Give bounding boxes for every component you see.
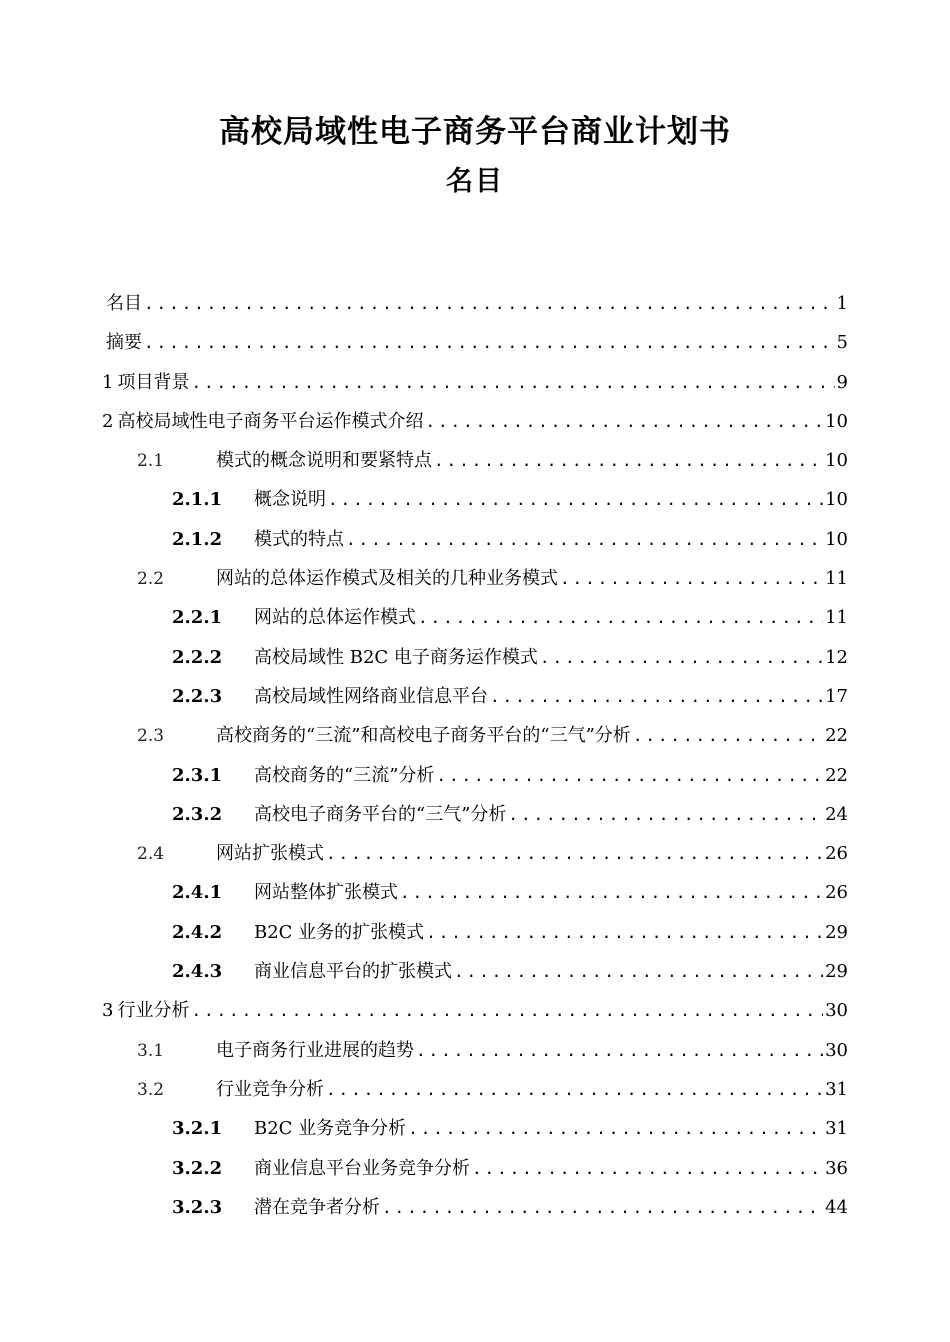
toc-leader-dots [144, 323, 835, 362]
toc-entry[interactable] [102, 716, 848, 755]
toc-entry[interactable] [102, 834, 848, 873]
toc-entry[interactable] [102, 480, 848, 519]
toc-leader-dots [416, 1031, 823, 1070]
toc-entry-page: 44 [825, 1196, 848, 1218]
toc-entry-page: 31 [825, 1118, 848, 1140]
toc-entry-page: 11 [825, 568, 848, 590]
toc-leader-dots [426, 913, 823, 952]
toc-entry-number: 3.2.3 [172, 1196, 223, 1218]
toc-entry[interactable] [102, 756, 848, 795]
toc-entry-page: 29 [825, 921, 848, 943]
toc-leader-dots [436, 756, 823, 795]
toc-entry-title: 行业竞争分析 [216, 1078, 324, 1100]
toc-entry-title: 高校商务的“三流”分析 [254, 764, 435, 786]
toc-entry-title: 模式的特点 [254, 528, 344, 550]
toc-leader-dots [328, 480, 823, 519]
toc-entry-page: 1 [836, 293, 848, 314]
toc-entry-number: 2.4.1 [172, 882, 223, 904]
toc-entry-number: 2.3.2 [172, 803, 223, 825]
toc-entry[interactable] [102, 952, 848, 991]
toc-entry[interactable] [102, 795, 848, 834]
toc-entry-page: 17 [825, 685, 848, 707]
toc-leader-dots [508, 795, 823, 834]
toc-entry[interactable] [102, 913, 848, 952]
toc-entry-number: 3 [102, 1000, 114, 1022]
toc-entry[interactable] [102, 991, 848, 1030]
toc-entry-number: 3.2.1 [172, 1118, 223, 1140]
toc-leader-dots [490, 677, 823, 716]
toc-leader-dots [400, 873, 823, 912]
toc-leader-dots [425, 402, 823, 441]
toc-entry[interactable] [102, 638, 848, 677]
toc-leader-dots [191, 363, 834, 402]
toc-entry[interactable] [102, 284, 848, 323]
toc-entry-page: 26 [825, 882, 848, 904]
document-title: 高校局域性电子商务平台商业计划书 [219, 114, 731, 150]
toc-entry-number: 2.4 [137, 844, 165, 865]
toc-leader-dots [560, 559, 823, 598]
toc-entry-title: 网站扩张模式 [216, 843, 324, 865]
toc-entry-number: 2.3 [137, 726, 165, 747]
toc-entry-title: 名目 [106, 293, 142, 314]
toc-entry[interactable] [102, 441, 848, 480]
toc-leader-dots [144, 284, 835, 323]
toc-entry-title: 概念说明 [254, 489, 326, 511]
toc-entry[interactable] [102, 323, 848, 362]
toc-entry-title: 电子商务行业进展的趋势 [216, 1039, 414, 1061]
toc-entry[interactable] [102, 559, 848, 598]
toc-entry-title: 高校局域性电子商务平台运作模式介绍 [117, 410, 424, 432]
toc-entry-page: 12 [825, 646, 848, 668]
toc-entry[interactable] [102, 873, 848, 912]
toc-entry-page: 22 [825, 764, 848, 786]
toc-entry-page: 30 [825, 1039, 848, 1061]
toc-entry-number: 2.1.1 [172, 489, 223, 511]
toc-leader-dots [326, 1070, 823, 1109]
toc-entry[interactable] [102, 402, 848, 441]
toc-entry-page: 11 [825, 607, 848, 629]
toc-entry-number: 2.2 [137, 569, 165, 590]
toc-entry-page: 5 [836, 332, 848, 354]
toc-entry[interactable] [102, 1109, 848, 1148]
toc-entry-page: 31 [825, 1078, 848, 1100]
toc-entry-page: 10 [825, 450, 848, 472]
toc-entry[interactable] [102, 1070, 848, 1109]
toc-entry-number: 2 [102, 410, 114, 432]
toc-entry-number: 2.1.2 [172, 528, 223, 550]
toc-entry-number: 3.1 [137, 1040, 165, 1061]
toc-entry-number: 2.2.3 [172, 685, 223, 707]
toc-entry[interactable] [102, 1188, 848, 1227]
toc-entry-number: 2.3.1 [172, 764, 223, 786]
toc-leader-dots [633, 716, 823, 755]
toc-entry[interactable] [102, 363, 848, 402]
toc-entry-title: 高校局域性网络商业信息平台 [254, 685, 488, 707]
toc-entry[interactable] [102, 598, 848, 637]
toc-entry-number: 3.2.2 [172, 1157, 223, 1179]
toc-leader-dots [472, 1149, 823, 1188]
toc-entry-page: 22 [825, 725, 848, 747]
toc-entry-title: 高校电子商务平台的“三气”分析 [254, 803, 507, 825]
toc-entry-number: 2.4.2 [172, 921, 223, 943]
toc-entry[interactable] [102, 1031, 848, 1070]
toc-heading: 名目 [446, 166, 504, 197]
toc-entry[interactable] [102, 1149, 848, 1188]
toc-entry-title: 行业分析 [117, 1000, 190, 1022]
toc-entry-title: 商业信息平台的扩张模式 [254, 961, 452, 983]
toc-entry-title: 摘要 [106, 332, 142, 354]
toc-entry-title: 网站的总体运作模式 [254, 607, 416, 629]
table-of-contents [102, 284, 848, 1227]
toc-entry-number: 2.1 [137, 451, 165, 472]
toc-entry-number: 1 [102, 371, 114, 393]
toc-entry-page: 24 [825, 803, 848, 825]
toc-entry-title: 网站的总体运作模式及相关的几种业务模式 [216, 568, 558, 590]
toc-leader-dots [418, 598, 823, 637]
toc-entry-page: 26 [825, 843, 848, 865]
toc-entry-page: 30 [825, 1000, 848, 1022]
toc-entry-number: 2.2.1 [172, 607, 223, 629]
toc-leader-dots [346, 520, 823, 559]
toc-entry-title: 高校商务的“三流”和高校电子商务平台的“三气”分析 [216, 725, 631, 747]
toc-leader-dots [326, 834, 823, 873]
toc-leader-dots [408, 1109, 823, 1148]
toc-leader-dots [191, 991, 823, 1030]
toc-entry-page: 10 [825, 410, 848, 432]
toc-entry-title: 网站整体扩张模式 [254, 882, 398, 904]
toc-entry-title: 潜在竞争者分析 [254, 1196, 380, 1218]
toc-leader-dots [382, 1188, 823, 1227]
toc-entry-number: 2.2.2 [172, 646, 223, 668]
toc-entry-page: 10 [825, 489, 848, 511]
toc-entry-page: 10 [825, 528, 848, 550]
toc-entry-number: 2.4.3 [172, 961, 223, 983]
toc-entry[interactable] [102, 677, 848, 716]
toc-leader-dots [434, 441, 823, 480]
toc-entry-title: 项目背景 [117, 371, 190, 393]
toc-leader-dots [454, 952, 823, 991]
toc-entry-number: 3.2 [137, 1079, 165, 1100]
toc-leader-dots [540, 638, 823, 677]
toc-entry-page: 36 [825, 1157, 848, 1179]
toc-entry-title: 商业信息平台业务竞争分析 [254, 1157, 470, 1179]
toc-entry-title: 模式的概念说明和要紧特点 [216, 450, 432, 472]
toc-entry[interactable] [102, 520, 848, 559]
toc-entry-title: B2C 业务的扩张模式 [254, 921, 425, 943]
toc-entry-page: 9 [836, 371, 848, 393]
toc-entry-title: B2C 业务竞争分析 [254, 1118, 407, 1140]
toc-entry-page: 29 [825, 961, 848, 983]
toc-entry-title: 高校局域性 B2C 电子商务运作模式 [254, 646, 538, 668]
